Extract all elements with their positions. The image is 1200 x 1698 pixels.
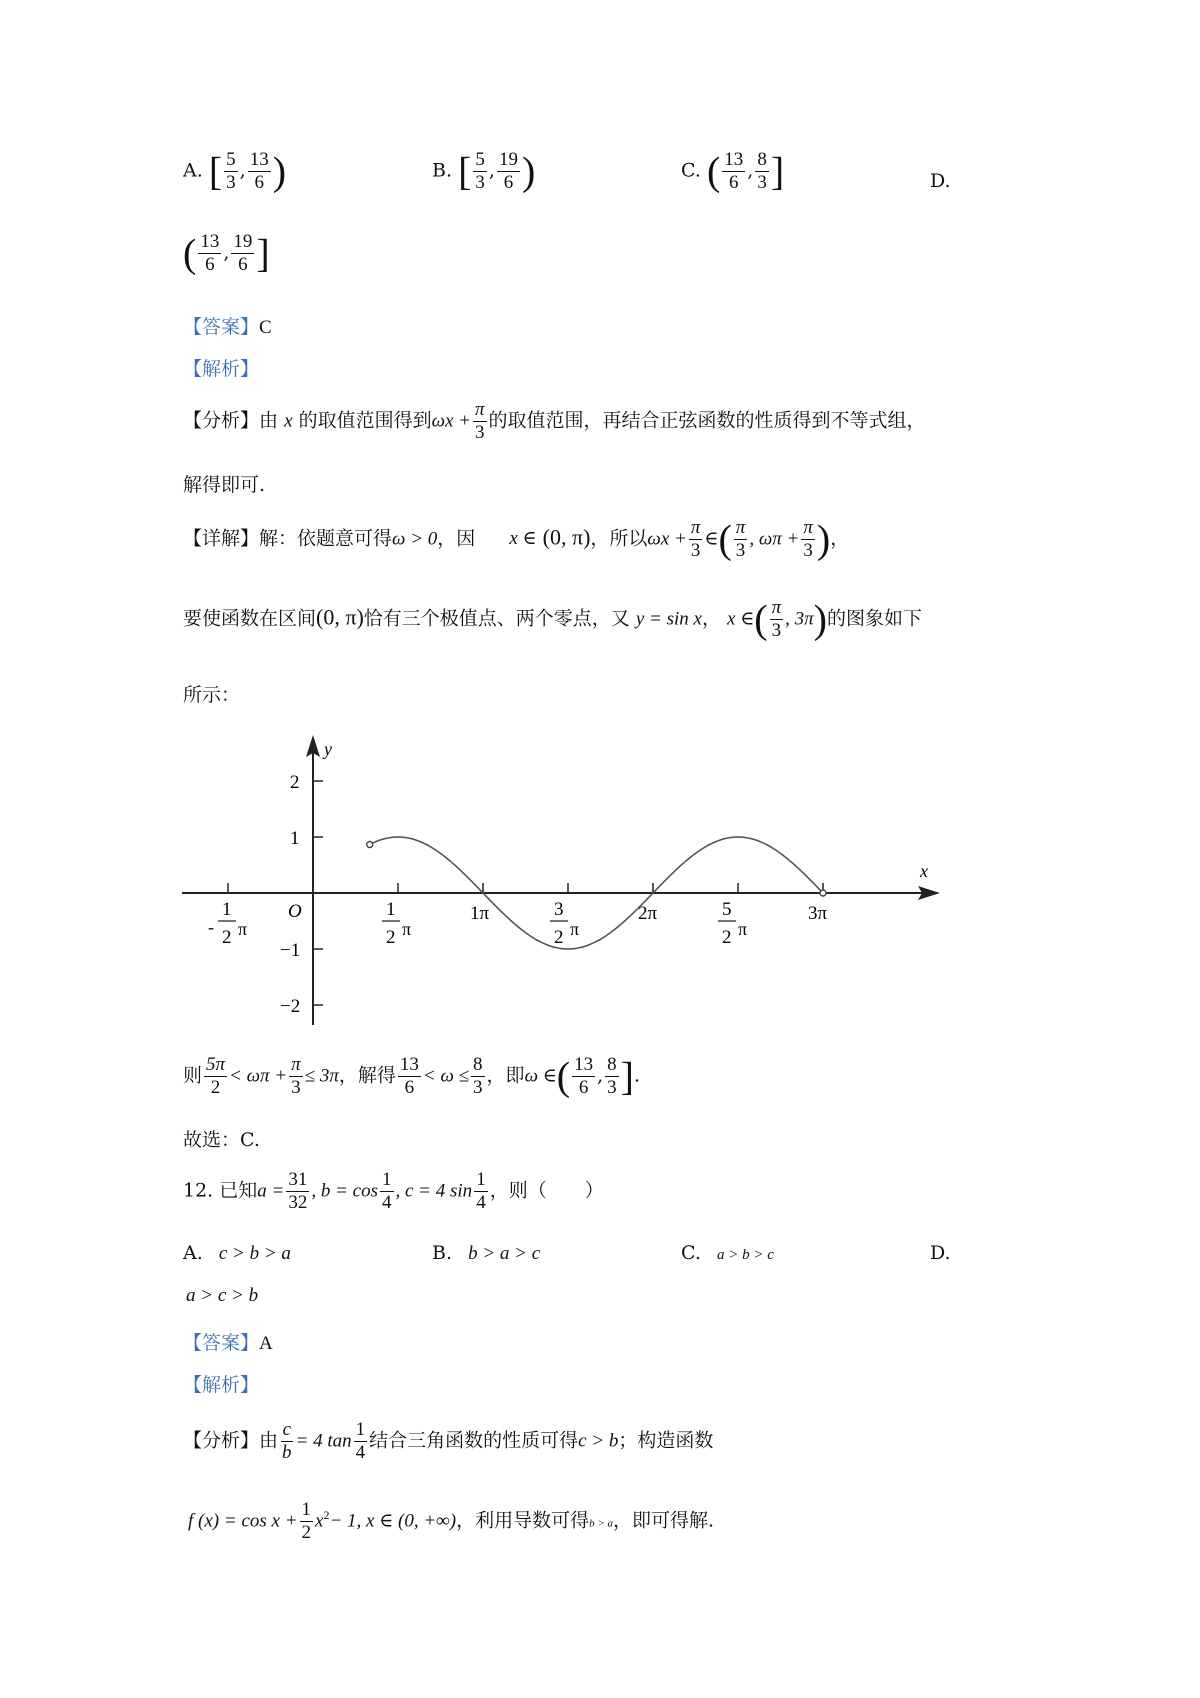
text: 则 (183, 1064, 203, 1087)
math-interval: (0, π) (542, 524, 591, 550)
fraction: $\frac{13}{6}$ (249, 149, 269, 193)
q11-xiangjie-line: 【详解】解：依题意可得ω > 0，因 x ∈ (0, π)，所以ωx + $\frac{\pi}{3}$ ∈( $\frac{\pi}{3}$ , ωπ + $\frac{\pi}{3}$ )， (183, 516, 850, 562)
q12-stem (183, 1170, 604, 1213)
q11-fenxi-line (183, 400, 926, 443)
math-expr: ω > 0 (392, 528, 438, 550)
text: 要使函数在区间 (183, 607, 317, 630)
bracket: [ (208, 148, 223, 194)
x-tick-three-half-pi (550, 899, 579, 948)
fraction: $\frac{5}{3}$ (226, 149, 236, 193)
bracket: [ (458, 148, 472, 194)
q11-option-d: ( $\frac{13}{6}$ , $\frac{19}{6}$ ] (183, 230, 270, 276)
text: 由 (259, 409, 279, 432)
text: 由 (259, 1429, 279, 1452)
math-expr: , ωπ + (749, 528, 800, 550)
fraction: $\frac{31}{32}$ (288, 1169, 308, 1213)
math-interval: (0, π) (316, 604, 364, 630)
q12-analysis-label: 【解析】 (183, 1374, 260, 1396)
q11-choose: 故选：C. (183, 1129, 260, 1151)
math-expr: − 1, x ∈ (0, +∞) (329, 1510, 457, 1532)
q12-option-a (183, 1242, 291, 1265)
q11-analysis-label: 【解析】 (183, 358, 260, 380)
q12-option-d: a > c > b (186, 1285, 259, 1306)
x-tick-five-half-pi (718, 899, 747, 948)
fraction: $\frac{\pi}{3}$ (735, 517, 746, 561)
svg-text:π: π (238, 919, 248, 939)
y-tick-label: 1 (290, 828, 300, 849)
q11-answer (183, 312, 272, 339)
svg-text:π: π (402, 919, 412, 939)
y-axis-label: y (324, 739, 332, 759)
text: 的取值范围得到 (298, 409, 432, 432)
fraction: $\frac{8}{3}$ (757, 149, 767, 193)
math-symbol: ∈ (704, 528, 719, 550)
xiangjie-label: 【详解】 (183, 527, 260, 550)
q12-option-b (432, 1242, 540, 1265)
svg-text:2: 2 (222, 927, 232, 948)
y-tick-label: 2 (290, 772, 300, 793)
math-expr: < ω ≤ (422, 1065, 470, 1087)
svg-text:1: 1 (386, 899, 396, 920)
q11-option-c: C. ( $\frac{13}{6}$ , $\frac{8}{3}$ ] (681, 148, 785, 194)
math-expr: x (315, 1510, 324, 1532)
svg-text:2: 2 (722, 927, 732, 948)
svg-text:π: π (570, 919, 580, 939)
bracket: ] (256, 230, 270, 276)
math-expr: b > a (589, 1517, 614, 1530)
text: ；构造函数 (618, 1429, 714, 1452)
x-tick-1pi: 1π (470, 903, 490, 924)
option-letter: A. (183, 1242, 203, 1264)
fraction: $\frac{8}{3}$ (473, 1054, 483, 1098)
svg-text:2: 2 (386, 927, 396, 948)
q11-option-a: A. [ $\frac{5}{3}$ , $\frac{13}{6}$ ) (183, 148, 287, 194)
math-expr: , 3π (785, 608, 814, 630)
option-letter: B. (432, 159, 453, 182)
q12-answer (183, 1328, 273, 1355)
q11-para2: 要使函数在区间(0, π)恰有三个极值点、两个零点，又 y = sin x， x ∈( $\frac{\pi}{3}$ , 3π)的图象如下 (183, 596, 923, 642)
svg-text:5: 5 (722, 899, 732, 920)
x-tick-neg-half-pi (208, 899, 247, 948)
x-tick-3pi: 3π (808, 903, 828, 924)
x-tick-2pi: 2π (638, 903, 658, 924)
fraction: $\frac{1}{4}$ (382, 1169, 392, 1213)
svg-text:-: - (208, 917, 214, 937)
q12-option-c (681, 1242, 774, 1264)
math-expr: c > b (578, 1430, 619, 1452)
fraction: $\frac{5\pi}{2}$ (206, 1054, 226, 1098)
fraction: $\frac{8}{3}$ (607, 1054, 617, 1098)
text: 的图象如下 (827, 607, 923, 630)
math-expr: < ωπ + (229, 1065, 288, 1087)
fraction: $\frac{13}{6}$ (574, 1054, 594, 1098)
answer-value: C (259, 317, 272, 338)
q11-option-d-letter: D. (930, 170, 951, 192)
option-text: b > a > c (468, 1243, 541, 1264)
text: ，利用导数可得 (456, 1509, 590, 1532)
exponent: 2 (323, 1508, 330, 1523)
option-letter: B. (432, 1242, 453, 1264)
option-letter: A. (183, 159, 203, 182)
fraction: $\frac{\pi}{3}$ (291, 1054, 301, 1098)
svg-text:π: π (738, 919, 748, 939)
math-expr: ≤ 3π (304, 1065, 339, 1087)
svg-text:1: 1 (222, 899, 232, 920)
q12-option-d-letter: D. (930, 1242, 951, 1264)
math-expr: ωx + (647, 528, 687, 550)
fraction: $\frac{\pi}{3}$ (771, 597, 782, 641)
text: 结合三角函数的性质可得 (369, 1429, 579, 1452)
math-expr: = 4 tan (295, 1430, 352, 1452)
fraction: $\frac{13}{6}$ (399, 1054, 419, 1098)
fraction: $\frac{\pi}{3}$ (690, 517, 701, 561)
open-endpoint-start (367, 842, 373, 848)
math-expr: f (x) = cos x + (188, 1510, 298, 1532)
fenxi-label: 【分析】 (183, 409, 260, 432)
open-endpoint-end (820, 890, 826, 896)
text: ，即 (486, 1064, 525, 1087)
bracket: ) (521, 148, 536, 194)
svg-text:2: 2 (554, 927, 564, 948)
math-expr: , b = cos (311, 1180, 378, 1202)
q11-conclusion: 则 $\frac{5\pi}{2}$ < ωπ + $\frac{\pi}{3}$ ≤ 3π，解得 $\frac{13}{6}$ < ω ≤ $\frac{8}{3}$ ，即ω ∈( $\frac{13}{6}$ , $\frac{8}{3}$ ]. (183, 1053, 641, 1099)
fraction: $\frac{5}{3}$ (475, 149, 485, 193)
fraction: $\frac{1}{4}$ (476, 1169, 486, 1213)
text: ，解得 (338, 1064, 396, 1087)
fraction: $\frac{c}{b}$ (282, 1419, 292, 1463)
answer-label: 【答案】 (183, 1332, 260, 1354)
math-x: x (284, 410, 293, 432)
fenxi-label: 【分析】 (183, 1429, 260, 1452)
math-expr: x ∈ (727, 608, 755, 630)
y-tick-label: −2 (280, 996, 301, 1017)
q12-func-line (188, 1500, 714, 1543)
q11-fenxi-line2: 解得即可. (183, 474, 266, 496)
fraction: $\frac{\pi}{3}$ (475, 399, 485, 443)
text: ， (701, 607, 721, 630)
math-expr: x ∈ (509, 528, 537, 550)
math-expr: y = sin x (635, 608, 702, 630)
svg-text:3: 3 (554, 899, 564, 920)
answer-label: 【答案】 (183, 316, 260, 338)
math-expr: a = (257, 1180, 285, 1202)
fraction: $\frac{1}{4}$ (355, 1419, 366, 1463)
origin-label: O (288, 901, 302, 922)
text: 恰有三个极值点、两个零点，又 (363, 607, 630, 630)
bracket: ( (706, 148, 721, 194)
answer-value: A (259, 1333, 273, 1354)
fraction: $\frac{13}{6}$ (724, 149, 744, 193)
text: ， (830, 527, 850, 550)
fraction: $\frac{\pi}{3}$ (803, 517, 813, 561)
fraction: $\frac{19}{6}$ (498, 149, 518, 193)
q12-fenxi-line (183, 1420, 713, 1463)
q11-option-b: B. [ $\frac{5}{3}$ , $\frac{19}{6}$ ) (432, 148, 536, 194)
bracket: ] (770, 148, 785, 194)
text: 12. 已知 (183, 1179, 258, 1202)
y-tick-label: −1 (280, 940, 301, 961)
text: 的取值范围，再结合正弦函数的性质得到不等式组， (488, 409, 926, 432)
text: ，即可得解. (613, 1509, 715, 1532)
math-expr: ω ∈ (524, 1065, 557, 1087)
math-expr: ωx + (431, 410, 471, 432)
sine-graph (170, 725, 950, 1035)
bracket: ) (272, 148, 287, 194)
text: 解：依题意可得 (259, 527, 393, 550)
fraction: $\frac{1}{2}$ (301, 1499, 312, 1543)
bracket: ( (183, 230, 197, 276)
option-text: c > b > a (218, 1243, 291, 1264)
q11-para2-cont: 所示： (183, 684, 241, 706)
fraction: $\frac{19}{6}$ (233, 231, 253, 275)
x-tick-half-pi (382, 899, 411, 948)
text: . (634, 1064, 641, 1087)
option-text: a > b > c (716, 1247, 774, 1263)
text: ，所以 (590, 527, 648, 550)
option-letter: C. (681, 1242, 701, 1264)
option-letter: C. (681, 159, 701, 182)
x-axis-label: x (920, 861, 928, 881)
text: ，则（ ） (489, 1179, 604, 1202)
math-expr: , c = 4 sin (395, 1180, 473, 1202)
fraction: $\frac{13}{6}$ (200, 231, 220, 275)
text: ，因 (437, 527, 476, 550)
